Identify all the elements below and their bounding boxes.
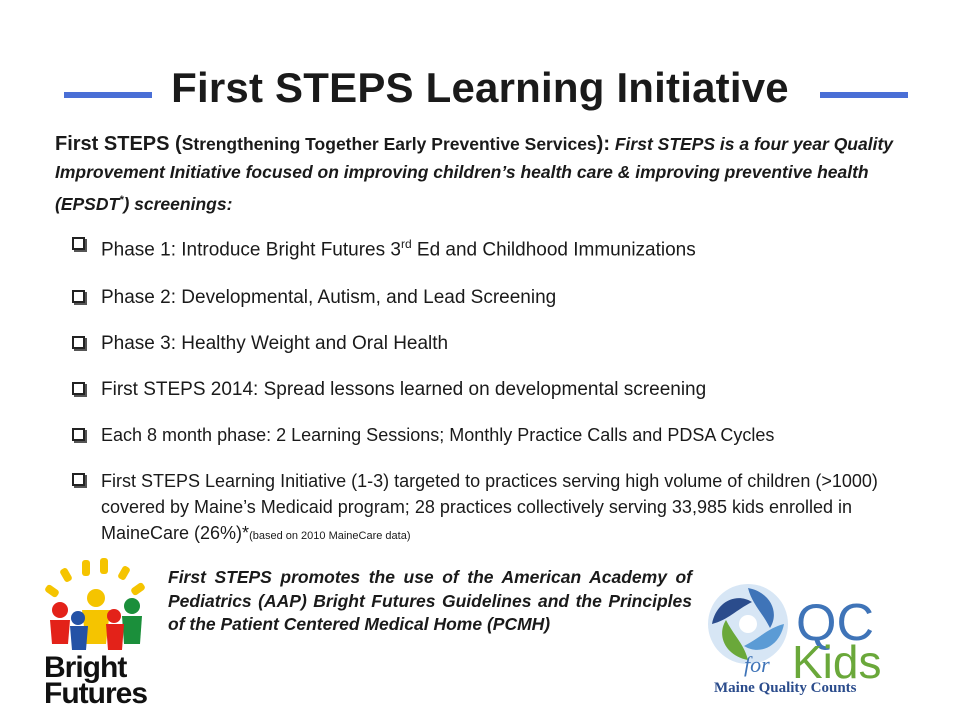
intro-sup: *	[119, 194, 124, 206]
intro-lead: First STEPS (	[55, 133, 182, 155]
qc-for: for	[744, 652, 770, 677]
bullet-learning-initiative-note: (based on 2010 MaineCare data)	[249, 530, 411, 542]
bullet-phase-length-text: Each 8 month phase: 2 Learning Sessions; Monthly Practice Calls and PDSA Cycles	[101, 425, 775, 445]
intro-body-1: First STEPS is a four year Quality Improvement Initiative focused on improving children’s health care & improving preventive health (EPSDT	[55, 134, 894, 214]
checkbox-bullet-icon	[72, 382, 85, 395]
bullet-phase-2-text: Phase 2: Developmental, Autism, and Lead Screening	[101, 287, 557, 308]
intro-body-2: ) screenings:	[123, 193, 233, 214]
checkbox-bullet-icon	[72, 428, 85, 441]
checkbox-bullet-icon	[72, 473, 85, 486]
checkbox-bullet-icon	[72, 290, 85, 303]
bullet-phase-1-text-2: Ed and Childhood Immunizations	[411, 239, 696, 261]
bullet-2014	[72, 377, 706, 402]
bullet-phase-2	[72, 285, 556, 310]
bullet-phase-1-text: Phase 1: Introduce Bright Futures 3	[101, 239, 401, 261]
qc-mark: QC	[796, 594, 874, 652]
bullet-phase-length	[72, 423, 774, 448]
intro-lead-close: ):	[596, 133, 610, 155]
qc-kids: Kids	[792, 636, 882, 688]
bullet-phase-3-text: Phase 3: Healthy Weight and Oral Health	[101, 333, 449, 354]
bullet-phase-3	[72, 331, 448, 356]
slide-title: First STEPS Learning Initiative	[171, 64, 789, 111]
promo-text: First STEPS promotes the use of the American Academy of Pediatrics (AAP) Bright Futures Guidelines and the Principles of the Patient Centered Medical Home (PCMH)	[168, 567, 692, 634]
bullet-phase-1-sup: rd	[400, 237, 412, 251]
bright-futures-wordmark: Bright Futures	[44, 651, 148, 710]
qc-caption: Maine Quality Counts	[714, 680, 857, 696]
checkbox-bullet-icon	[72, 336, 85, 349]
checkbox-bullet-icon	[72, 237, 85, 250]
intro-expansion: Strengthening Together Early Preventive Services	[181, 134, 597, 154]
intro-paragraph	[55, 130, 915, 218]
bullet-learning-initiative-text: First STEPS Learning Initiative (1-3) targeted to practices serving high volume of children (>1000) covered by Maine’s Medicaid program; 28 practices collectively serving 33,985 kids enrolled in MaineCare (26%)*	[101, 471, 878, 543]
bullet-learning-initiative	[72, 468, 892, 549]
bullet-phase-1	[72, 232, 696, 262]
bullet-2014-text: First STEPS 2014: Spread lessons learned on developmental screening	[101, 379, 707, 400]
children-figures-icon	[50, 589, 142, 650]
